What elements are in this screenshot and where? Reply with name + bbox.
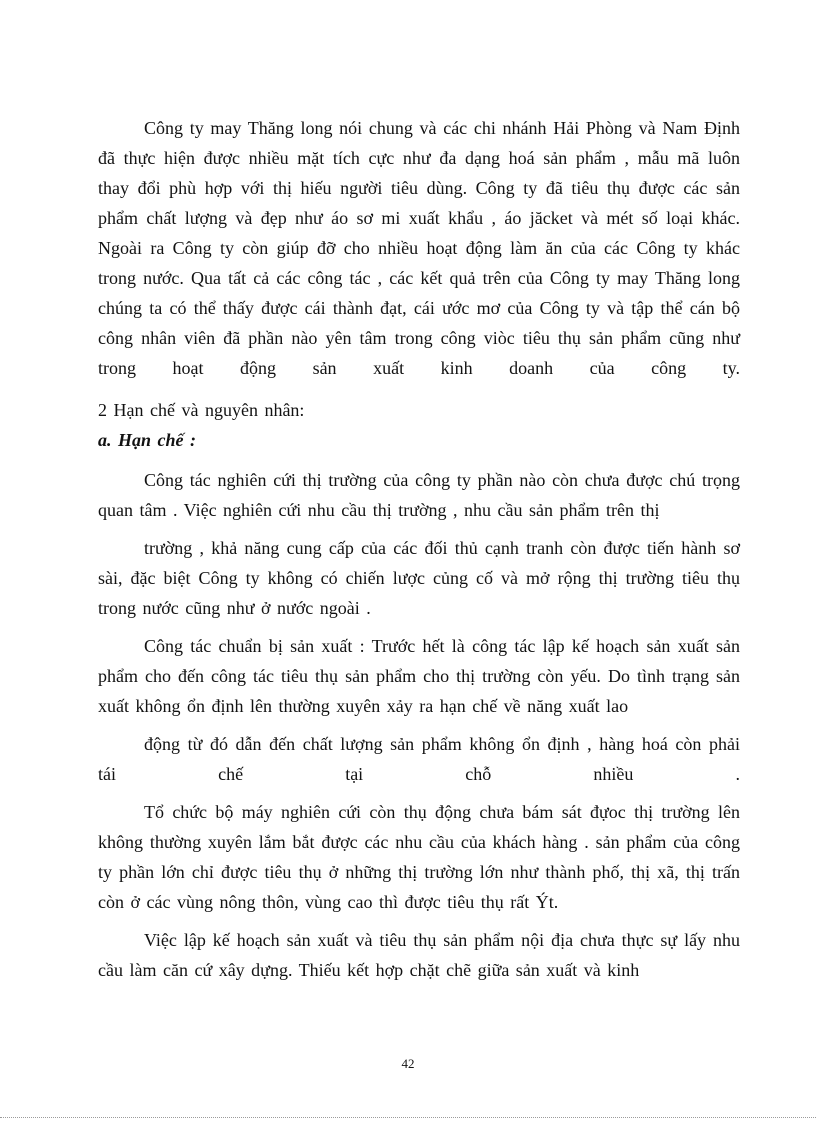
paragraph-planning: Việc lập kế hoạch sản xuất và tiêu thụ sản phẩm nội địa chưa thực sự lấy nhu cầu làm căn cứ xây dựng. Thiếu kết hợp chặt chẽ giữa sản xuất và kinh <box>98 930 740 980</box>
paragraph-company-achievements: Công ty may Thăng long nói chung và các chi nhánh Hải Phòng và Nam Định đã thực hiện được nhiều mặt tích cực như đa dạng hoá sản phẩm , mẫu mã luôn thay đổi phù hợp với thị hiếu người tiêu dùng. Công ty đã tiêu thụ được các sản phẩm chất lượng và đẹp như áo sơ mi xuất khẩu , áo jăcket và mét số loại khác. Ngoài ra Công ty còn giúp đỡ cho nhiều hoạt động làm ăn của các Công ty khác trong nước. Qua tất cả các công tác , các kết quả trên của Công ty may Thăng long chúng ta có thể thấy được cái thành đạt, cái ước mơ của Công ty và tập thể cán bộ công nhân viên đã phần nào yên tâm trong công viòc tiêu thụ sản phẩm cũng như trong hoạt động sản xuất kinh doanh của công ty. <box>98 118 740 378</box>
paragraph-research-apparatus: Tổ chức bộ máy nghiên cứi còn thụ động chưa bám sát đựoc thị trường lên không thường xuyên lắm bắt được các nhu cầu của khách hàng . sản phẩm của công ty phần lớn chỉ được tiêu thụ ở những thị trường lớn như thành phố, thị xã, thị trấn còn ở các vùng nông thôn, vùng cao thì được tiêu thụ rất Ýt. <box>98 802 740 912</box>
page-break-divider <box>0 1117 816 1118</box>
paragraph-market-research-2: trường , khả năng cung cấp của các đối thủ cạnh tranh còn được tiến hành sơ sài, đặc biệt Công ty không có chiến lược củng cố và mở rộng thị trường tiêu thụ trong nước cũng như ở nước ngoài . <box>98 538 740 618</box>
page-number: 42 <box>401 1056 415 1071</box>
paragraph-production-preparation-1: Công tác chuẩn bị sản xuất : Trước hết là công tác lập kế hoạch sản xuất sản phẩm cho đến công tác tiêu thụ sản phẩm cho thị trường còn yếu. Do tình trạng sản xuất không ổn định lên thường xuyên xảy ra hạn chế về năng xuất lao <box>98 636 740 716</box>
paragraph-production-preparation-2: động từ đó dẫn đến chất lượng sản phẩm không ổn định , hàng hoá còn phải tái chế tại chỗ nhiều . <box>98 734 740 784</box>
paragraph-market-research-1: Công tác nghiên cứi thị trường của công ty phần nào còn chưa được chú trọng quan tâm . Việc nghiên cứi nhu cầu thị trường , nhu cầu sản phẩm trên thị <box>98 470 740 520</box>
subsection-heading-limitations: a. Hạn chế : <box>98 430 196 450</box>
section-heading-limitations-causes: 2 Hạn chế và nguyên nhân: <box>98 400 305 420</box>
